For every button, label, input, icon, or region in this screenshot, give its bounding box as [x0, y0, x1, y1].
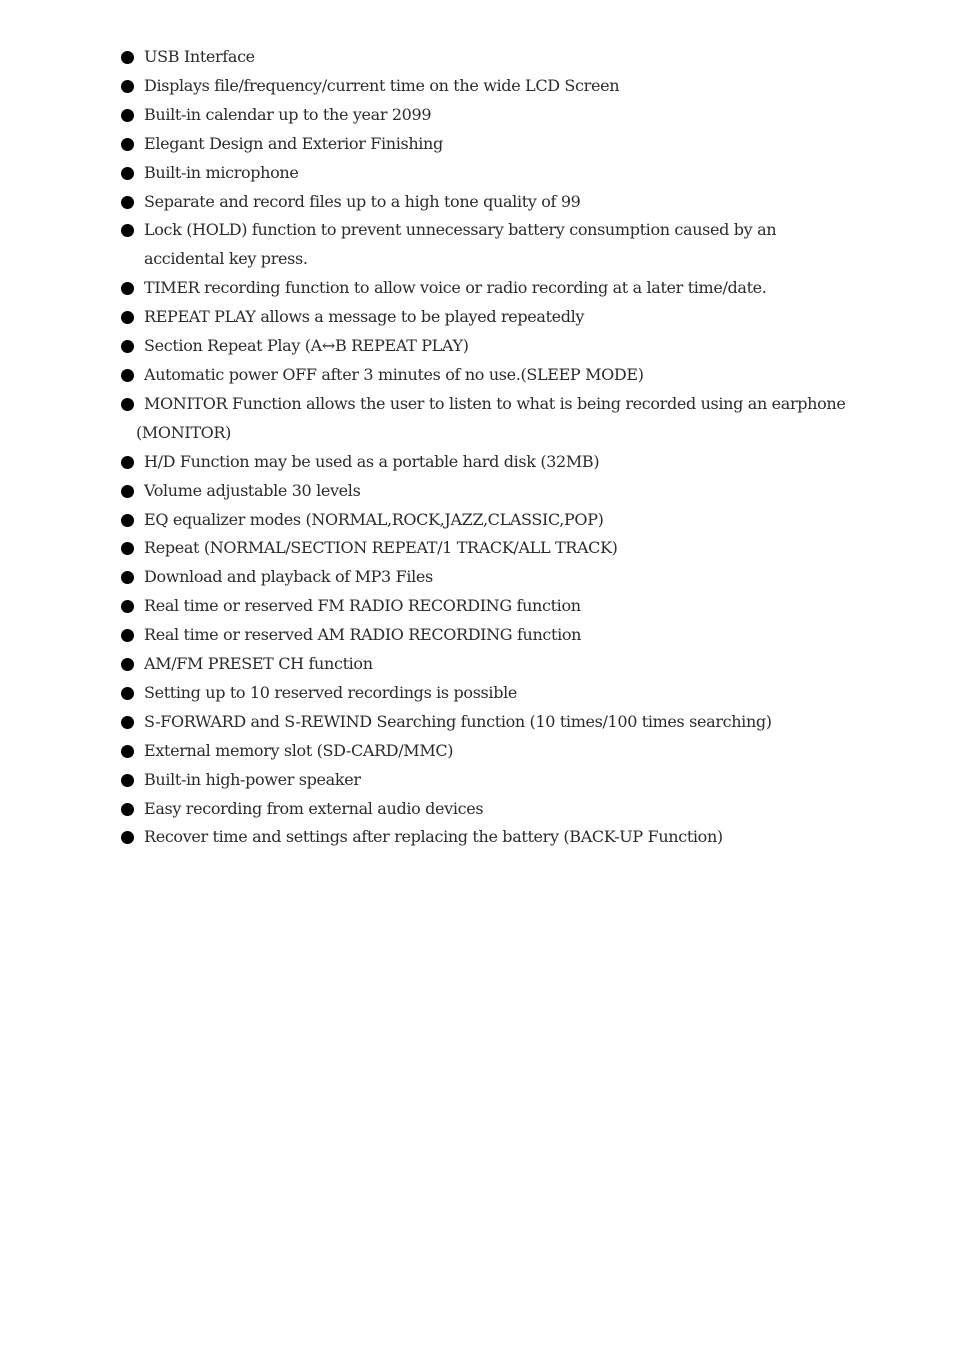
list-item-text: Lock (HOLD) function to prevent unnecessary battery consumption caused by an — [144, 220, 777, 240]
list-item — [121, 101, 921, 130]
list-item-text: AM/FM PRESET CH function — [144, 654, 373, 674]
list-item-text: REPEAT PLAY allows a message to be played repeatedly — [144, 307, 585, 327]
list-item — [121, 448, 921, 477]
bullet-icon — [121, 51, 134, 64]
list-item — [121, 766, 921, 795]
bullet-icon — [121, 398, 134, 411]
list-item-text: Automatic power OFF after 3 minutes of no use.(SLEEP MODE) — [144, 364, 644, 384]
list-item — [121, 563, 921, 592]
list-item-text: Easy recording from external audio devices — [144, 798, 484, 818]
list-item — [121, 43, 921, 72]
list-item-text: Built-in microphone — [144, 162, 299, 182]
bullet-icon — [121, 716, 134, 729]
list-item-text: Displays file/frequency/current time on the wide LCD Screen — [144, 75, 620, 95]
feature-list — [121, 43, 921, 852]
bullet-icon — [121, 600, 134, 613]
bullet-icon — [121, 369, 134, 382]
list-item — [121, 274, 921, 303]
list-item — [121, 679, 921, 708]
list-item-text: Built-in calendar up to the year 2099 — [144, 104, 432, 124]
list-item — [121, 159, 921, 188]
bullet-icon — [121, 167, 134, 180]
list-item — [121, 130, 921, 159]
bullet-icon — [121, 456, 134, 469]
list-item — [121, 332, 921, 361]
list-item-text: Download and playback of MP3 Files — [144, 567, 433, 587]
bullet-icon — [121, 571, 134, 584]
bullet-icon — [121, 774, 134, 787]
list-item — [121, 708, 921, 737]
bullet-icon — [121, 311, 134, 324]
list-item-text: Volume adjustable 30 levels — [144, 480, 361, 500]
list-item — [121, 390, 921, 448]
list-item — [121, 650, 921, 679]
bullet-icon — [121, 109, 134, 122]
bullet-icon — [121, 831, 134, 844]
list-item — [121, 823, 921, 852]
list-item — [121, 621, 921, 650]
bullet-icon — [121, 138, 134, 151]
bullet-icon — [121, 340, 134, 353]
list-item — [121, 216, 921, 274]
list-item-text: Repeat (NORMAL/SECTION REPEAT/1 TRACK/ALL TRACK) — [144, 538, 618, 558]
bullet-icon — [121, 485, 134, 498]
list-item-continuation: accidental key press. — [144, 249, 308, 269]
bullet-icon — [121, 542, 134, 555]
list-item-text: Real time or reserved FM RADIO RECORDING function — [144, 596, 581, 616]
list-item — [121, 477, 921, 506]
bullet-icon — [121, 80, 134, 93]
list-item-text: Elegant Design and Exterior Finishing — [144, 133, 443, 153]
list-item-text: Recover time and settings after replacing the battery (BACK-UP Function) — [144, 827, 723, 847]
list-item — [121, 534, 921, 563]
bullet-icon — [121, 745, 134, 758]
bullet-icon — [121, 629, 134, 642]
list-item-text: MONITOR Function allows the user to listen to what is being recorded using an earphone — [144, 393, 846, 413]
bullet-icon — [121, 803, 134, 816]
list-item-text: USB Interface — [144, 47, 255, 66]
list-item-text: Real time or reserved AM RADIO RECORDING function — [144, 625, 582, 645]
list-item-text: TIMER recording function to allow voice or radio recording at a later time/date. — [144, 278, 767, 298]
bullet-icon — [121, 514, 134, 527]
list-item — [121, 361, 921, 390]
list-item-text: Separate and record files up to a high tone quality of 99 — [144, 191, 581, 211]
list-item-text: Built-in high-power speaker — [144, 769, 361, 789]
bullet-icon — [121, 196, 134, 209]
list-item-continuation: (MONITOR) — [136, 422, 231, 442]
list-item-text: Section Repeat Play (A↔B REPEAT PLAY) — [144, 336, 469, 356]
bullet-icon — [121, 224, 134, 237]
list-item — [121, 795, 921, 824]
list-item — [121, 506, 921, 535]
list-item-text: Setting up to 10 reserved recordings is possible — [144, 682, 517, 702]
list-item-text: H/D Function may be used as a portable hard disk (32MB) — [144, 451, 600, 471]
bullet-icon — [121, 658, 134, 671]
list-item-text: EQ equalizer modes (NORMAL,ROCK,JAZZ,CLASSIC,POP) — [144, 509, 604, 529]
list-item-text: S-FORWARD and S-REWIND Searching function (10 times/100 times searching) — [144, 711, 772, 731]
list-item-text: External memory slot (SD-CARD/MMC) — [144, 740, 454, 760]
bullet-icon — [121, 687, 134, 700]
list-item — [121, 303, 921, 332]
list-item — [121, 72, 921, 101]
list-item — [121, 592, 921, 621]
list-item — [121, 737, 921, 766]
bullet-icon — [121, 282, 134, 295]
list-item — [121, 188, 921, 217]
